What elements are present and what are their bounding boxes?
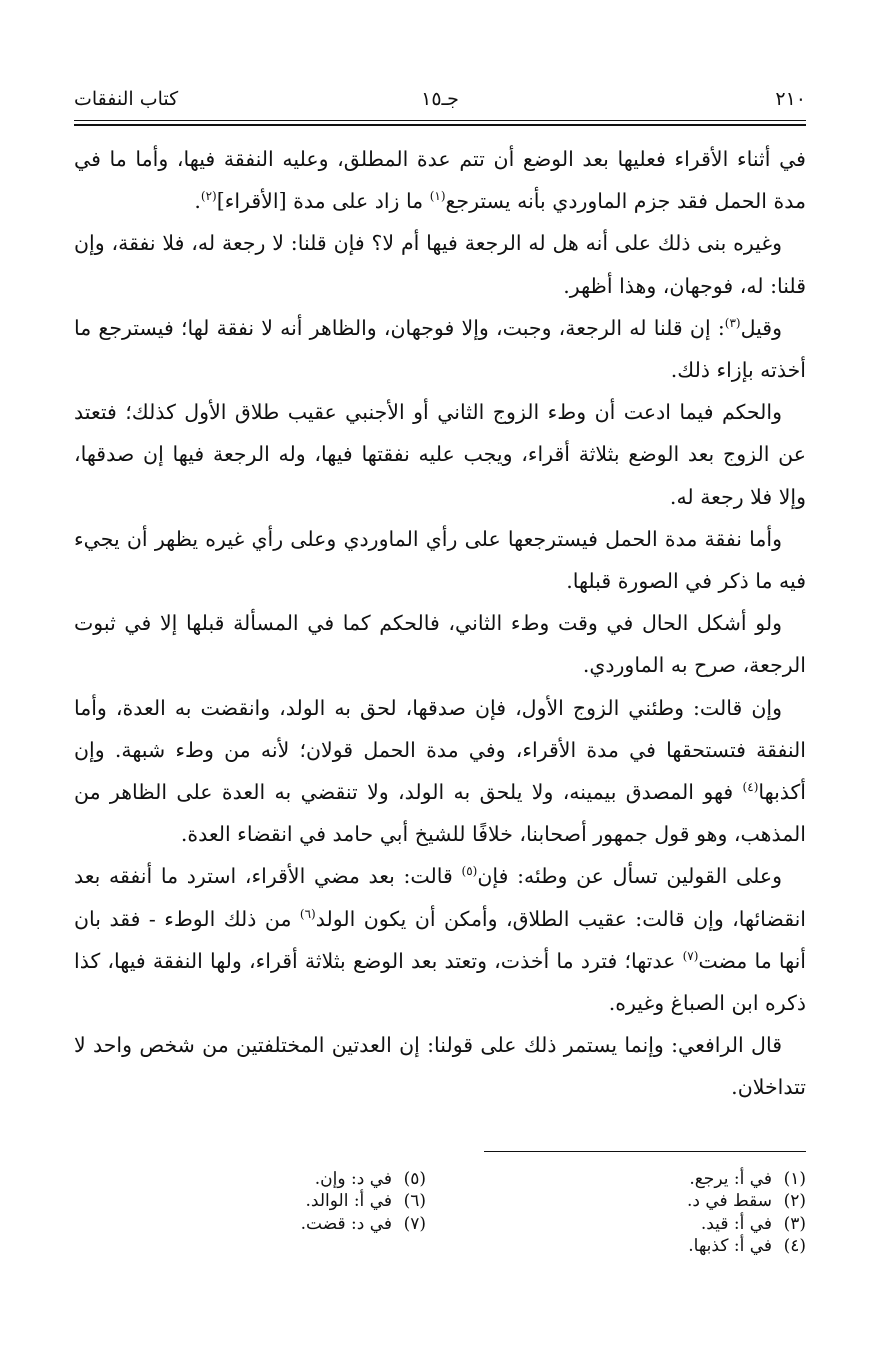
text-run: وقيل [740,315,782,340]
document-page [74,80,806,1268]
footnote-number: (٥) [403,1168,426,1189]
footnote-item [301,1213,426,1236]
footnote-ref: (١) [429,189,446,204]
paragraph [74,307,806,391]
text-run: ولو أشكل الحال في وقت وطء الثاني، فالحكم كما في المسألة قبلها إلا في ثبوت الرجعة، صرح به الماوردي. [74,611,806,678]
paragraph [74,518,806,602]
footnote-item [687,1213,806,1236]
footnote-number: (٧) [403,1213,426,1234]
footnote-number: (٦) [403,1191,426,1212]
text-run: وغيره بنى ذلك على أنه هل له الرجعة فيها أم لا؟ فإن قلنا: لا رجعة له، فلا نفقة، وإن قلنا: له، فوجهان، وهذا أظهر. [74,231,806,298]
footnote-ref: (٧) [682,949,699,964]
page-number: ٢١٠ [775,88,806,110]
footnote-ref: (٤) [742,780,759,795]
text-run: : إن قلنا له الرجعة، وجبت، وإلا فوجهان، والظاهر أنه لا نفقة لها؛ فيسترجع ما أخذته بإزاء ذلك. [74,315,806,383]
volume-label: جـ١٥ [421,88,459,110]
footnote-item [301,1190,426,1213]
footnote-item [687,1168,806,1191]
footnotes [74,1168,806,1268]
footnote-text: في أ: يرجع. [689,1168,772,1189]
footnote-separator [484,1151,806,1152]
footnote-number: (٢) [783,1191,806,1212]
footnote-number: (١) [783,1168,806,1189]
paragraph [74,687,806,856]
book-title: كتاب النفقات [74,88,179,110]
text-run: . [194,189,201,214]
header-rule-thick [74,124,806,126]
footnote-text: سقط في د. [686,1191,772,1212]
footnote-ref: (٣) [724,315,741,330]
footnote-text: في د: قضت. [300,1213,392,1234]
text-run: فهو المصدق بيمينه، ولا يلحق به الولد، ولا تنقضي به العدة على الظاهر من المذهب، وهو قول جمهور أصحابنا، خلافًا للشيخ أبي حامد في انقضاء العدة. [74,780,806,847]
text-run: وإن قالت: وطئني الزوج الأول، فإن صدقها، لحق به الولد، وانقضت به العدة، وأما النفقة فتستحقها في مدة الأقراء، وفي مدة الحمل قولان؛ لأنه من وطء شبهة. وإن أكذبها [74,695,806,805]
footnotes-column-left [301,1168,426,1236]
paragraph [74,1024,806,1108]
footnote-text: في أ: كذبها. [688,1236,772,1257]
footnote-number: (٣) [783,1213,806,1234]
text-run: والحكم فيما ادعت أن وطء الزوج الثاني أو الأجنبي عقيب طلاق الأول كذلك؛ فتعتد عن الزوج بعد الوضع بثلاثة أقراء، ويجب عليه نفقتها فيها، وله الرجعة فيها إن صدقها، وإلا فلا رجعة له. [74,400,806,509]
text-run: عدتها؛ فترد ما أخذت، وتعتد بعد الوضع بثلاثة أقراء، ولها النفقة فيها، كذا ذكره ابن الصباغ وغيره. [74,948,806,1016]
footnote-ref: (٢) [200,189,217,204]
paragraph [74,602,806,686]
text-run: وأما نفقة مدة الحمل فيسترجعها على رأي الماوردي وعلى رأي غيره يظهر أن يجيء فيه ما ذكر في الصورة قبلها. [74,526,806,594]
footnotes-column-right [687,1168,806,1258]
text-run: وعلى القولين تسأل عن وطئه: فإن [477,864,782,889]
page-header [74,80,806,120]
footnote-ref: (٥) [461,864,478,879]
text-run: في أثناء الأقراء فعليها بعد الوضع أن تتم عدة المطلق، وعليه النفقة فيها، وأما ما في مدة الحمل فقد جزم الماوردي بأنه يسترجع [74,147,806,214]
footnote-item [687,1190,806,1213]
footnote-text: في أ: قيد. [700,1213,772,1234]
text-run: قالت: بعد مضي الأقراء، استرد ما أنفقه بعد انقضائها، وإن قالت: عقيب الطلاق، وأمكن أن يكون الولد [74,864,806,931]
footnote-text: في د: وإن. [314,1168,392,1189]
paragraph [74,391,806,518]
paragraph [74,855,806,1024]
paragraph [74,222,806,306]
text-run: من ذلك الوطء - فقد بان أنها ما مضت [74,906,806,973]
footnote-item [301,1168,426,1191]
text-run: قال الرافعي: وإنما يستمر ذلك على قولنا: إن العدتين المختلفتين من شخص واحد لا تتداخلان. [74,1033,806,1100]
paragraph [74,138,806,222]
footnote-ref: (٦) [299,906,316,921]
text-run: ما زاد على مدة [الأقراء] [216,189,430,214]
header-rule-thin [74,120,806,121]
main-text [74,138,806,1109]
footnote-number: (٤) [783,1236,806,1257]
footnote-text: في أ: الوالد. [305,1191,392,1212]
footnote-item [687,1235,806,1258]
